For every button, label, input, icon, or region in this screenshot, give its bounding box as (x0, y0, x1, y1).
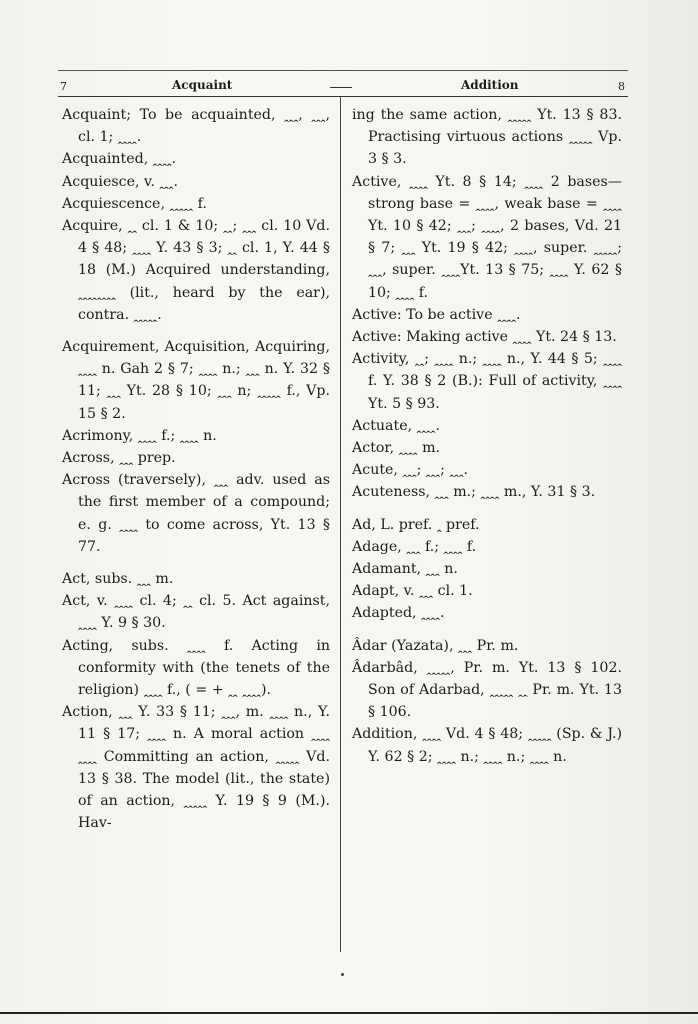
entry-actor: Actor, ꞈꞈꞈꞈ m. (352, 440, 441, 457)
header-dash (330, 87, 352, 88)
entry-active: Active, ꞈꞈꞈꞈ Yt. 8 § 14; ꞈꞈꞈꞈ 2 bases—strong base = ꞈꞈꞈꞈ, weak base = ꞈꞈꞈꞈ Yt. 10 § 42; ꞈꞈꞈ; ꞈꞈꞈꞈ, 2 bases, Vd. 21 § 7; ꞈꞈꞈ Yt. 19 § 42; ꞈꞈꞈꞈ, super. ꞈꞈꞈꞈꞈ; ꞈꞈꞈ, super. ꞈꞈꞈꞈYt. 13 § 75; ꞈꞈꞈꞈ Y. 62 § 10; ꞈꞈꞈꞈ f. (352, 173, 622, 301)
entry-acquaint: Acquaint; To be acquainted, ꞈꞈꞈ, ꞈꞈꞈ, cl. 1; ꞈꞈꞈꞈ. (62, 107, 330, 146)
entry-adage: Adage, ꞈꞈꞈ f.; ꞈꞈꞈꞈ f. (352, 538, 477, 555)
entry-acute: Acute, ꞈꞈꞈ; ꞈꞈꞈ; ꞈꞈꞈ. (352, 462, 469, 479)
right-page-number: 8 (618, 80, 625, 93)
entry-acquire: Acquire, ꞈꞈ cl. 1 & 10; ꞈꞈ; ꞈꞈꞈ cl. 10 Vd. 4 § 48; ꞈꞈꞈꞈ Y. 43 § 3; ꞈꞈ cl. 1, Y. 44 § 18 (M.) Acquired understanding, ꞈꞈꞈꞈꞈꞈꞈꞈ (lit., heard by the ear), contra. ꞈꞈꞈꞈꞈ. (62, 218, 330, 323)
entry-across-prep: Across, ꞈꞈꞈ prep. (62, 450, 176, 467)
left-column (62, 104, 330, 835)
entry-adapt: Adapt, v. ꞈꞈꞈ cl. 1. (352, 583, 473, 600)
entry-acrimony: Acrimony, ꞈꞈꞈꞈ f.; ꞈꞈꞈꞈ n. (62, 427, 217, 444)
entry-acquainted: Acquainted, ꞈꞈꞈꞈ. (62, 151, 177, 168)
entry-acting: Acting, subs. ꞈꞈꞈꞈ f. Acting in conformity with (the tenets of the religion) ꞈꞈꞈꞈ f., ( = + ꞈꞈ ꞈꞈꞈꞈ). (62, 637, 330, 699)
entry-adapted: Adapted, ꞈꞈꞈꞈ. (352, 605, 445, 622)
left-guide-word: Acquaint (172, 78, 233, 92)
entry-active-to-be: Active: To be active ꞈꞈꞈꞈ. (352, 306, 521, 323)
right-guide-word: Addition (461, 78, 519, 92)
entry-acquiesce: Acquiesce, v. ꞈꞈꞈ. (62, 173, 179, 190)
top-rule (58, 70, 628, 71)
entry-acuteness: Acuteness, ꞈꞈꞈ m.; ꞈꞈꞈꞈ m., Y. 31 § 3. (352, 484, 596, 501)
page-dot (341, 973, 344, 976)
right-column (352, 104, 622, 768)
entry-addition: Addition, ꞈꞈꞈꞈ Vd. 4 § 48; ꞈꞈꞈꞈꞈ (Sp. & J.) Y. 62 § 2; ꞈꞈꞈꞈ n.; ꞈꞈꞈꞈ n.; ꞈꞈꞈꞈ n. (352, 726, 622, 765)
entry-acquirement: Acquirement, Acquisition, Acquiring, ꞈꞈꞈꞈ n. Gah 2 § 7; ꞈꞈꞈꞈ n.; ꞈꞈꞈ n. Y. 32 § 11; ꞈꞈꞈ Yt. 28 § 10; ꞈꞈꞈ n; ꞈꞈꞈꞈꞈ f., Vp. 15 § 2. (62, 339, 330, 422)
entry-action-cont: ing the same action, ꞈꞈꞈꞈꞈ Yt. 13 § 83. Practising virtuous actions ꞈꞈꞈꞈꞈ Vp. 3 § 3. (352, 107, 622, 168)
entry-active-making: Active: Making active ꞈꞈꞈꞈ Yt. 24 § 13. (352, 329, 617, 346)
entry-across-adv: Across (traversely), ꞈꞈꞈ adv. used as the first member of a compound; e. g. ꞈꞈꞈꞈ to come across, Yt. 13 § 77. (62, 472, 330, 555)
entry-act-verb: Act, v. ꞈꞈꞈꞈ cl. 4; ꞈꞈ cl. 5. Act against, ꞈꞈꞈꞈ Y. 9 § 30. (62, 593, 330, 632)
entry-act-subs: Act, subs. ꞈꞈꞈ m. (62, 571, 174, 588)
entry-acquiescence: Acquiescence, ꞈꞈꞈꞈꞈ f. (62, 195, 207, 212)
bottom-rule (0, 1012, 698, 1014)
column-divider (340, 97, 341, 952)
entry-activity: Activity, ꞈꞈ; ꞈꞈꞈꞈ n.; ꞈꞈꞈꞈ n., Y. 44 § 5; ꞈꞈꞈꞈ f. Y. 38 § 2 (B.): Full of activity, ꞈꞈꞈꞈ Yt. 5 § 93. (352, 351, 622, 412)
entry-action: Action, ꞈꞈꞈ Y. 33 § 11; ꞈꞈꞈ, m. ꞈꞈꞈꞈ n., Y. 11 § 17; ꞈꞈꞈꞈ n. A moral action ꞈꞈꞈꞈ ꞈꞈꞈꞈ Committing an action, ꞈꞈꞈꞈꞈ Vd. 13 § 38. The model (lit., the state) of an action, ꞈꞈꞈꞈꞈ Y. 19 § 9 (M.). Hav- (62, 704, 330, 832)
entry-adamant: Adamant, ꞈꞈꞈ n. (352, 561, 458, 578)
entry-ad: Ad, L. pref. ꞈ pref. (352, 516, 480, 533)
header-rule (58, 96, 628, 97)
entry-adarbad: Âdarbâd, ꞈꞈꞈꞈꞈ, Pr. m. Yt. 13 § 102. Son of Adarbad, ꞈꞈꞈꞈꞈ ꞈꞈ Pr. m. Yt. 13 § 106. (352, 659, 622, 721)
entry-adar: Âdar (Yazata), ꞈꞈꞈ Pr. m. (352, 637, 519, 654)
left-page-number: 7 (60, 80, 67, 93)
entry-actuate: Actuate, ꞈꞈꞈꞈ. (352, 417, 441, 434)
